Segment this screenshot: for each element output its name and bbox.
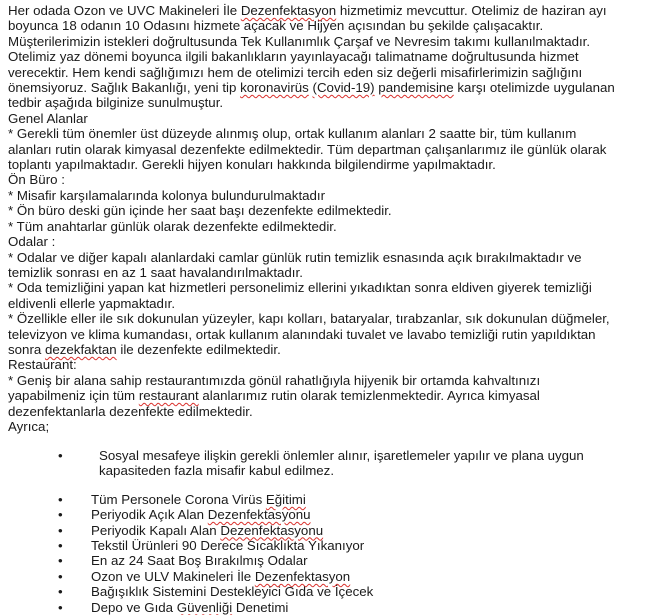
- document-body: [0, 3, 640, 615]
- spell-flag: (Covid-19): [312, 80, 375, 96]
- odalar-item: * Odalar ve diğer kapalı alanlardaki camlar günlük rutin temizlik esnasında açık bırakılmaktadır ve temizlik sonrası en az 1 saat havalandırılmaktadır.: [8, 249, 582, 280]
- spell-flag: dezekfaktan: [44, 341, 117, 357]
- bullet-item: • Ozon ve ULV Makineleri İle Dezenfektasyon: [0, 569, 640, 584]
- spell-flag: pandemisine: [378, 80, 454, 96]
- bullet-item: • Depo ve Gıda Güvenliği Denetimi: [0, 600, 640, 615]
- bullet-item: • Tekstil Ürünleri 90 Derece Sıcaklıkta Yıkanıyor: [0, 538, 640, 553]
- spell-flag: restaurant: [138, 388, 199, 404]
- section-heading-onburo: Ön Büro :: [8, 172, 65, 188]
- spell-flag: Dezenfektasyon: [254, 568, 351, 584]
- spell-flag: koronavirüs: [240, 80, 309, 96]
- section-heading-odalar: Odalar :: [8, 234, 56, 250]
- bullet-item: • Bağışıklık Sistemini Destekleyici Gıda ve İçecek: [0, 584, 640, 599]
- spell-flag: Güvenliği: [176, 599, 233, 615]
- ayrica-bullet-list: [0, 492, 640, 615]
- spell-flag: Dezenfektasyon: [240, 3, 337, 18]
- restaurant-item: * Geniş bir alana sahip restaurantımızda gönül rahatlığıyla hijyenik bir ortamda kahvaltınızı yapabilmeniz için tüm restaurant alanlarımız rutin olarak temizlenmektedir. Ayrıca kimyasal dezenfektanlarla dezenfekte edilmektedir.: [8, 372, 541, 419]
- spell-flag: Eğitimi: [265, 491, 306, 507]
- bullet-item: • En az 24 Saat Boş Bırakılmış Odalar: [0, 553, 640, 568]
- onburo-item: * Ön büro deski gün içinde her saat başı dezenfekte edilmektedir.: [8, 203, 392, 219]
- odalar-item: * Özellikle eller ile sık dokunulan yüzeyler, kapı kolları, bataryalar, tırabzanlar, sık dokunulan düğmeler, televizyon ve klima kumandası, ortak kullanım alanındaki tuvalet ve lavabo temizliği rutin yapıldıktan sonra dezekfaktan ile dezenfekte edilmektedir.: [8, 311, 610, 357]
- section-heading-genel: Genel Alanlar: [8, 110, 88, 126]
- onburo-item: * Misafir karşılamalarında kolonya bulundurulmaktadır: [8, 187, 326, 203]
- bullet-item: • Tüm Personele Corona Virüs Eğitimi: [0, 492, 640, 507]
- odalar-item: * Oda temizliğini yapan kat hizmetleri personelimiz ellerini yıkadıktan sonra eldiven giyerek temizliği eldivenli ellerle yapmaktadır.: [8, 280, 592, 311]
- bullet-item: • Periyodik Kapalı Alan Dezenfektasyonu: [0, 523, 640, 538]
- genel-item: * Gerekli tüm önemler üst düzeyde alınmış olup, ortak kullanım alanları 2 saatte bir, tüm kullanım alanları rutin olarak kimyasal dezenfekte edilmektedir. Tüm departman çalışanlarımız ile günlük olarak toplantı yapılmaktadır. Gerekli hijyen konuları hakkında bilgilendirme yapılmaktadır.: [8, 126, 607, 173]
- spell-flag: Dezenfektasyonu: [220, 522, 324, 538]
- section-heading-restaurant: Restaurant:: [8, 357, 77, 373]
- section-heading-ayrica: Ayrıca;: [8, 418, 50, 434]
- bullet-item: • Periyodik Açık Alan Dezenfektasyonu: [0, 507, 640, 522]
- intro-paragraph: Her odada Ozon ve UVC Makineleri İle Dezenfektasyon hizmetimiz mevcuttur. Otelimiz de haziran ayı boyunca 18 odanın 10 Odasını hizmete açacak ve Hijyen açısından bu şekilde çalışacaktır. Müşterilerimizin istekleri doğrultusunda Tek Kullanımlık Çarşaf ve Nevresim takımı kullanılmaktadır. Otelimiz yaz dönemi boyunca ilgili bakanlıkların yayınlayacağı talimatname doğrultusunda hizmet verecektir. Hem kendi sağlığımızı hem de otelimizi tercih eden siz değerli misafirlerimizin sağlığını önemsiyoruz. Sağlık Bakanlığı, yeni tip koronavirüs (Covid-19) pandemisine karşı otelimizde uygulanan tedbir aşağıda bilginize sunulmuştur.: [8, 3, 615, 111]
- ayrica-first-bullet: • Sosyal mesafeye ilişkin gerekli önlemler alınır, işaretlemeler yapılır ve plana uygun kapasiteden fazla misafir kabul edilmez.: [8, 448, 640, 479]
- spell-flag: Dezenfektasyonu: [207, 507, 311, 523]
- onburo-item: * Tüm anahtarlar günlük olarak dezenfekte edilmektedir.: [8, 218, 337, 234]
